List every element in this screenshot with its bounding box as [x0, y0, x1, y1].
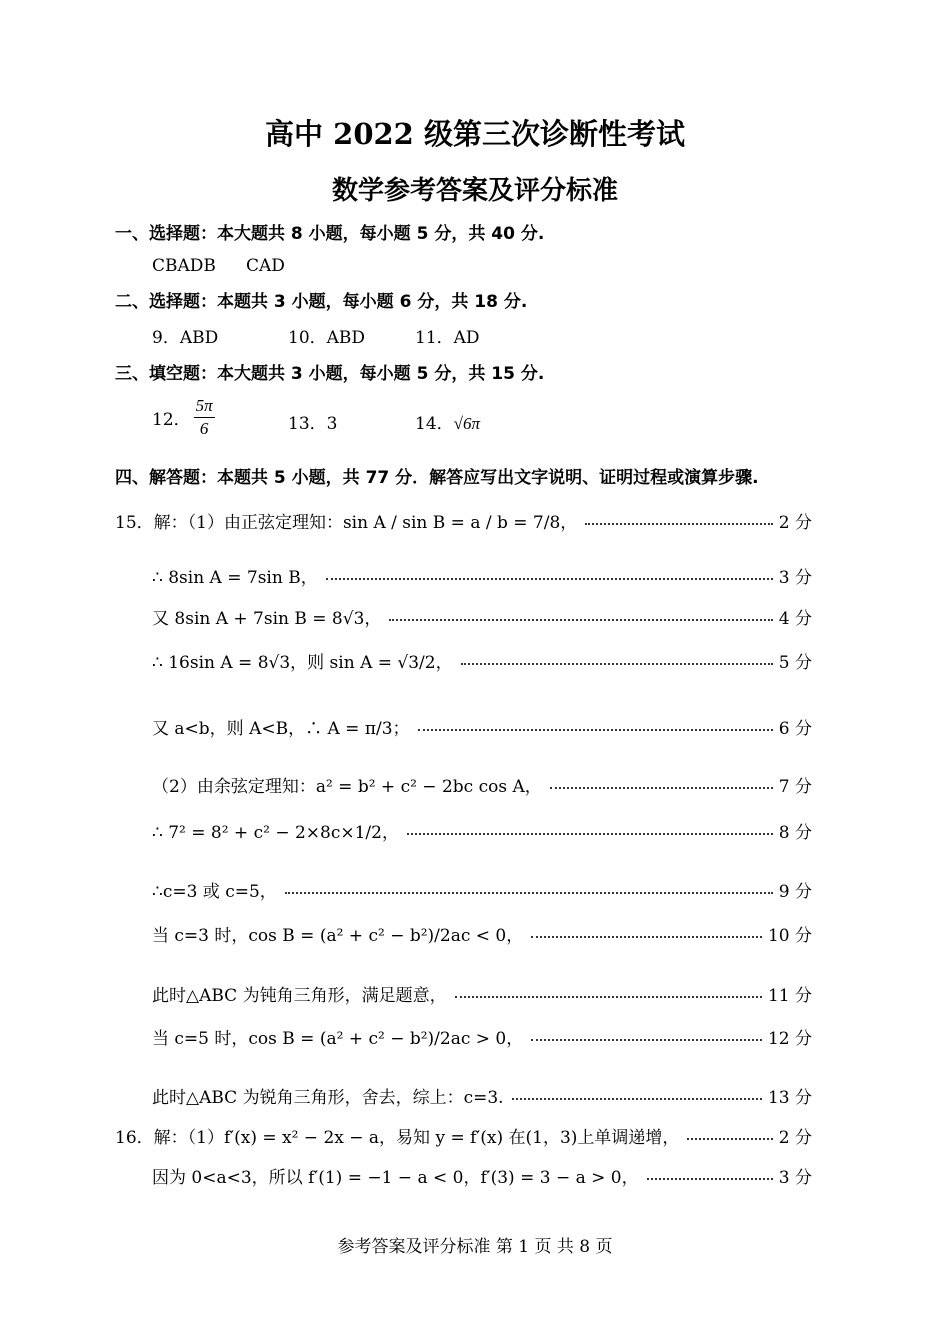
solution-line: [152, 1083, 812, 1108]
dot-leader: [389, 619, 772, 621]
answer-12-fraction: [194, 396, 215, 439]
answer-13: 13．3: [288, 414, 338, 434]
solution-line-text: 当 c=5 时，cos B = (a² + c² − b²)/2ac > 0，: [152, 1029, 524, 1049]
answer-12-label: 12．: [152, 410, 191, 430]
solution-line-text: 此时△ABC 为钝角三角形，满足题意，: [152, 986, 447, 1006]
answer-12-denominator: 6: [199, 419, 209, 438]
solution-line-score: 3 分: [778, 568, 812, 588]
solution-line-score: 10 分: [767, 926, 812, 946]
dot-leader: [531, 936, 762, 938]
section-2-heading: 二、选择题：本题共 3 小题，每小题 6 分，共 18 分.: [115, 292, 528, 312]
solution-line: [152, 648, 812, 673]
solution-line: [115, 508, 812, 533]
dot-leader: [326, 578, 773, 580]
answer-10: 10．ABD: [288, 328, 366, 348]
solution-line: [152, 714, 812, 739]
solution-line: [152, 921, 812, 946]
page-title: 高中 2022 级第三次诊断性考试: [265, 117, 685, 151]
dot-leader: [512, 1098, 762, 1100]
section-1-heading: 一、选择题：本大题共 8 小题，每小题 5 分，共 40 分.: [115, 224, 545, 244]
solution-line-text: ∴ 8sin A = 7sin B，: [152, 568, 318, 588]
answer-11: 11．AD: [415, 328, 480, 348]
solution-line-score: 6 分: [778, 719, 812, 739]
section-1-answers-a: CBADB: [152, 256, 216, 276]
dot-leader: [407, 833, 773, 835]
answer-9: 9．ABD: [152, 328, 219, 348]
solution-line-text: 因为 0<a<3，所以 f′(1) = −1 − a < 0，f′(3) = 3 − a > 0，: [152, 1168, 639, 1188]
solution-line-score: 12 分: [767, 1029, 812, 1049]
dot-leader: [418, 729, 773, 731]
page-subtitle: 数学参考答案及评分标准: [331, 176, 618, 206]
solution-line: [115, 1123, 812, 1148]
answer-12: [152, 396, 218, 439]
solution-line: [152, 604, 812, 629]
dot-leader: [455, 996, 762, 998]
dot-leader: [285, 892, 773, 894]
solution-line: [152, 772, 812, 797]
solution-line-score: 2 分: [778, 513, 812, 533]
solution-line-text: 又 8sin A + 7sin B = 8√3，: [152, 609, 382, 629]
solution-line-score: 4 分: [778, 609, 812, 629]
solution-line: [152, 877, 812, 902]
solution-line-text: 此时△ABC 为锐角三角形，舍去，综上：c=3.: [152, 1088, 504, 1108]
solution-line-score: 9 分: [778, 882, 812, 902]
solution-line-text: 15．解：（1）由正弦定理知：sin A / sin B = a / b = 7/8，: [115, 513, 578, 533]
solution-line-score: 2 分: [778, 1128, 812, 1148]
page-footer: 参考答案及评分标准 第 1 页 共 8 页: [337, 1237, 613, 1257]
section-3-heading: 三、填空题：本大题共 3 小题，每小题 5 分，共 15 分.: [115, 364, 545, 384]
answer-14-label: 14．: [415, 414, 454, 434]
solution-line: [152, 563, 812, 588]
solution-line: [152, 981, 812, 1006]
solution-line-text: 当 c=3 时，cos B = (a² + c² − b²)/2ac < 0，: [152, 926, 524, 946]
dot-leader: [687, 1138, 772, 1140]
dot-leader: [647, 1178, 773, 1180]
solution-line-score: 11 分: [767, 986, 812, 1006]
solution-line: [152, 1163, 812, 1188]
answer-12-numerator: 5π: [194, 396, 215, 418]
answer-14: [415, 409, 480, 434]
solution-line-text: 16．解：（1）f′(x) = x² − 2x − a，易知 y = f′(x) 在(1，3)上单调递增，: [115, 1128, 680, 1148]
answer-14-value: √6π: [453, 414, 480, 433]
dot-leader: [461, 663, 773, 665]
solution-line: [152, 1024, 812, 1049]
solution-line: [152, 818, 812, 843]
dot-leader: [531, 1039, 762, 1041]
solution-line-score: 8 分: [778, 823, 812, 843]
solution-line-text: ∴c=3 或 c=5，: [152, 882, 277, 902]
section-4-heading: 四、解答题：本题共 5 小题，共 77 分．解答应写出文字说明、证明过程或演算步骤.: [115, 468, 759, 488]
dot-leader: [550, 787, 773, 789]
solution-line-score: 13 分: [767, 1088, 812, 1108]
solution-line-text: ∴ 16sin A = 8√3，则 sin A = √3/2，: [152, 653, 453, 673]
solution-line-text: ∴ 7² = 8² + c² − 2×8c×1/2，: [152, 823, 399, 843]
section-1-answers-b: CAD: [246, 256, 285, 276]
solution-line-score: 7 分: [778, 777, 812, 797]
solution-line-text: （2）由余弦定理知：a² = b² + c² − 2bc cos A，: [152, 777, 542, 797]
solution-line-score: 3 分: [778, 1168, 812, 1188]
dot-leader: [585, 523, 772, 525]
solution-line-score: 5 分: [778, 653, 812, 673]
solution-line-text: 又 a<b，则 A<B，∴ A = π/3；: [152, 719, 410, 739]
